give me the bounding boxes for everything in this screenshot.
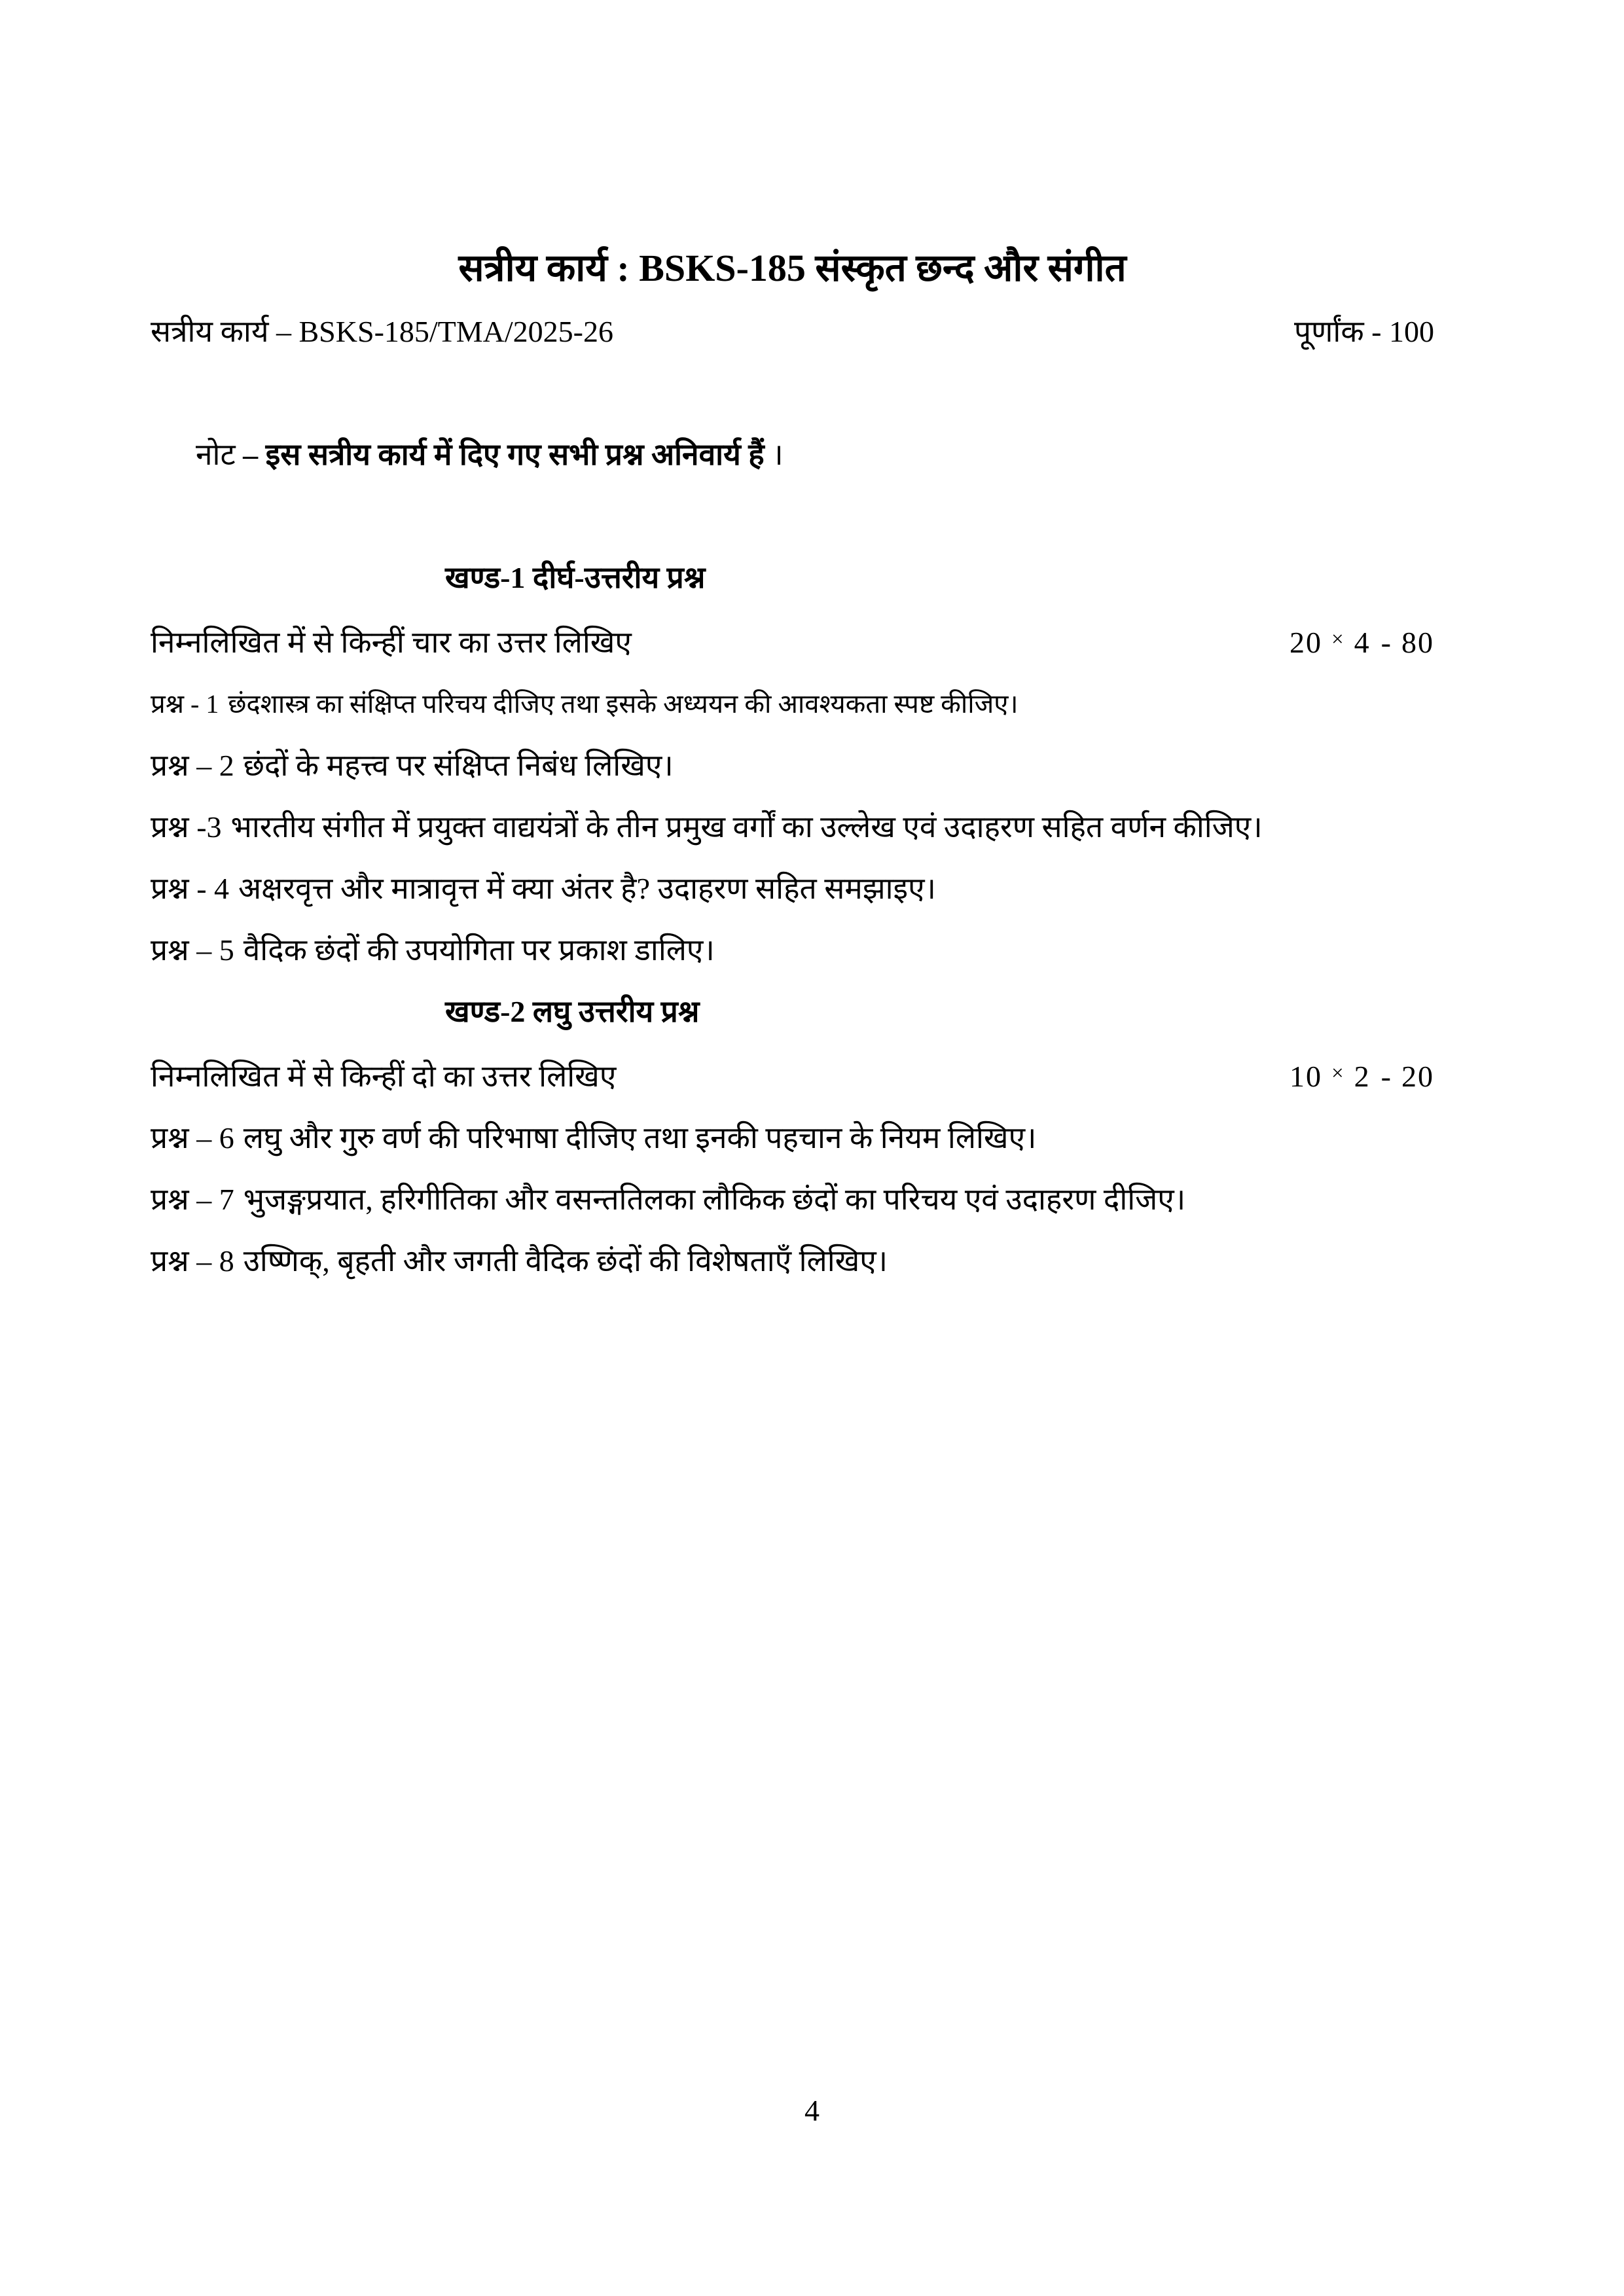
question-text: भुजङ्गप्रयात, हरिगीतिका और वसन्ततिलका लौकिक छंदों का परिचय एवं उदाहरण दीजिए। <box>243 1183 1186 1216</box>
page-content <box>0 236 1624 1292</box>
section-2-instruction-row <box>151 1043 1434 1107</box>
note-line <box>151 363 1434 547</box>
marks-count: 20 <box>1289 626 1322 659</box>
section-2-marks-formula <box>1290 1043 1434 1107</box>
question-text: उष्णिक्, बृहती और जगती वैदिक छंदों की विशेषताएँ लिखिए। <box>243 1244 888 1278</box>
marks-count: 10 <box>1289 1060 1322 1093</box>
question-text: छंदों के महत्त्व पर संक्षिप्त निबंध लिखिए। <box>243 749 674 782</box>
section-1-instruction-row <box>151 609 1434 673</box>
header-row <box>151 301 1434 363</box>
max-marks: पूर्णांक - 100 <box>1294 315 1434 348</box>
question-text: लघु और गुरु वर्ण की परिभाषा दीजिए तथा इनकी पहचान के नियम लिखिए। <box>243 1121 1037 1155</box>
marks-total: 80 <box>1401 626 1434 659</box>
question-text: भारतीय संगीत में प्रयुक्त वाद्ययंत्रों के तीन प्रमुख वर्गों का उल्लेख एवं उदाहरण सहित वर्णन कीजिए। <box>230 810 1263 844</box>
question-label: प्रश्न – 5 <box>151 933 234 967</box>
question-row-4 <box>151 858 1434 920</box>
marks-total: 20 <box>1401 1060 1434 1093</box>
question-row-6 <box>151 1107 1434 1169</box>
multiply-symbol: × <box>1331 1061 1345 1085</box>
question-label: प्रश्न – 6 <box>151 1121 234 1155</box>
section-1-instruction: निम्नलिखित में से किन्हीं चार का उत्तर लिखिए <box>151 626 632 659</box>
page-number: 4 <box>804 2094 820 2127</box>
question-row-8 <box>151 1230 1434 1292</box>
question-label: प्रश्न – 8 <box>151 1244 234 1278</box>
question-label: प्रश्न -3 <box>151 810 222 844</box>
question-row-7 <box>151 1169 1434 1230</box>
assignment-code: सत्रीय कार्य – BSKS-185/TMA/2025-26 <box>151 315 613 348</box>
question-text: अक्षरवृत्त और मात्रावृत्त में क्या अंतर है? उदाहरण सहित समझाइए। <box>238 872 936 905</box>
note-suffix: । <box>772 438 784 471</box>
question-row-3 <box>151 797 1434 858</box>
section-1-marks-formula <box>1290 609 1434 673</box>
question-text: वैदिक छंदों की उपयोगिता पर प्रकाश डालिए। <box>243 933 715 967</box>
question-row-5 <box>151 920 1434 981</box>
question-row-1 <box>151 673 1434 735</box>
note-bold-text: – इस सत्रीय कार्य में दिए गए सभी प्रश्न अनिवार्य हैं <box>243 438 772 471</box>
dash-symbol: - <box>1380 1060 1392 1093</box>
section-1-heading: खण्ड-1 दीर्घ-उत्तरीय प्रश्न <box>445 561 706 594</box>
question-row-2 <box>151 735 1434 797</box>
section-2-instruction: निम्नलिखित में से किन्हीं दो का उत्तर लिखिए <box>151 1060 617 1093</box>
question-label: प्रश्न – 7 <box>151 1183 234 1216</box>
question-label: प्रश्न - 4 <box>151 872 230 905</box>
marks-per: 4 <box>1354 626 1371 659</box>
question-label: प्रश्न - 1 <box>151 689 219 719</box>
multiply-symbol: × <box>1331 627 1345 651</box>
question-text: छंदशास्त्र का संक्षिप्त परिचय दीजिए तथा इसके अध्ययन की आवश्यकता स्पष्ट कीजिए। <box>228 689 1019 719</box>
document-title: सत्रीय कार्य : BSKS-185 संस्कृत छन्द और संगीत <box>458 247 1127 289</box>
note-prefix: नोट <box>196 438 244 471</box>
marks-per: 2 <box>1354 1060 1371 1093</box>
dash-symbol: - <box>1380 626 1392 659</box>
section-2-heading: खण्ड-2 लघु उत्तरीय प्रश्न <box>445 995 700 1028</box>
question-label: प्रश्न – 2 <box>151 749 234 782</box>
